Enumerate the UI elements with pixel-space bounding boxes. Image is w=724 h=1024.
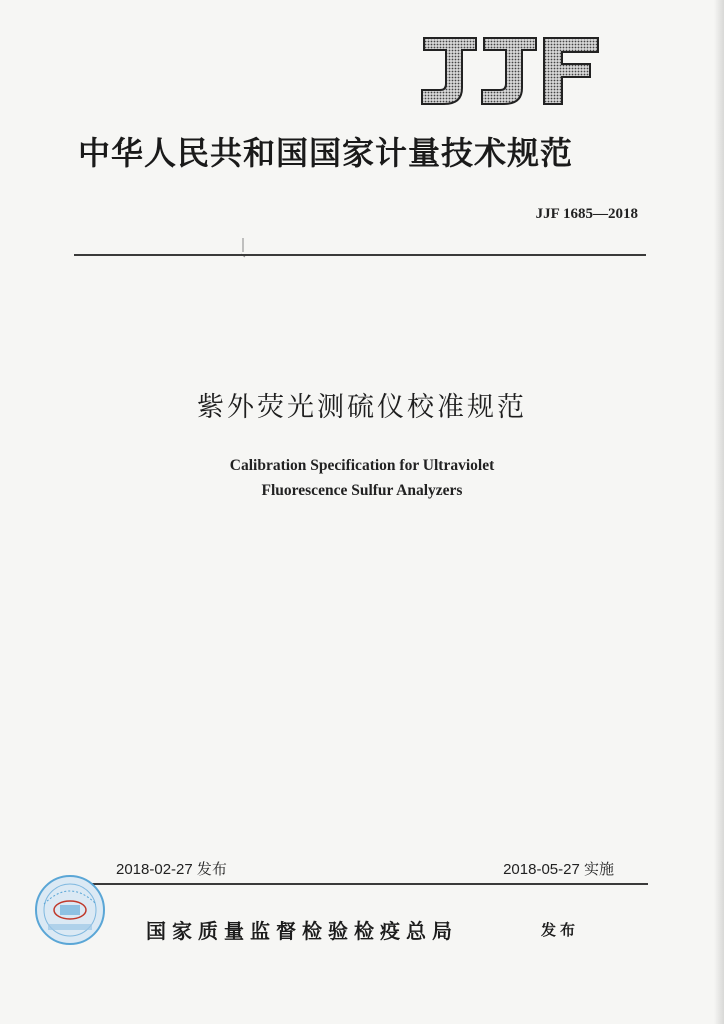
document-title-english	[0, 453, 724, 503]
standard-number: JJF 1685—2018	[535, 206, 638, 222]
document-title-chinese: 紫外荧光测硫仪校准规范	[197, 392, 527, 423]
publish-label: 发布	[541, 921, 580, 939]
publisher-name: 国家质量监督检验检疫总局	[146, 919, 458, 943]
header-divider	[74, 254, 646, 256]
anti-counterfeit-stamp	[34, 874, 106, 946]
issue-date: 2018-02-27 发布	[116, 861, 227, 878]
footer-divider	[70, 883, 648, 885]
implementation-date: 2018-05-27 实施	[503, 861, 614, 878]
jjf-logo	[418, 34, 600, 106]
english-title-line-1: Calibration Specification for Ultraviolet	[229, 457, 495, 474]
page-edge-shadow	[714, 0, 724, 1024]
issuer-heading: 中华人民共和国国家计量技术规范	[78, 134, 574, 172]
english-title-line-2: Fluorescence Sulfur Analyzers	[261, 482, 463, 499]
